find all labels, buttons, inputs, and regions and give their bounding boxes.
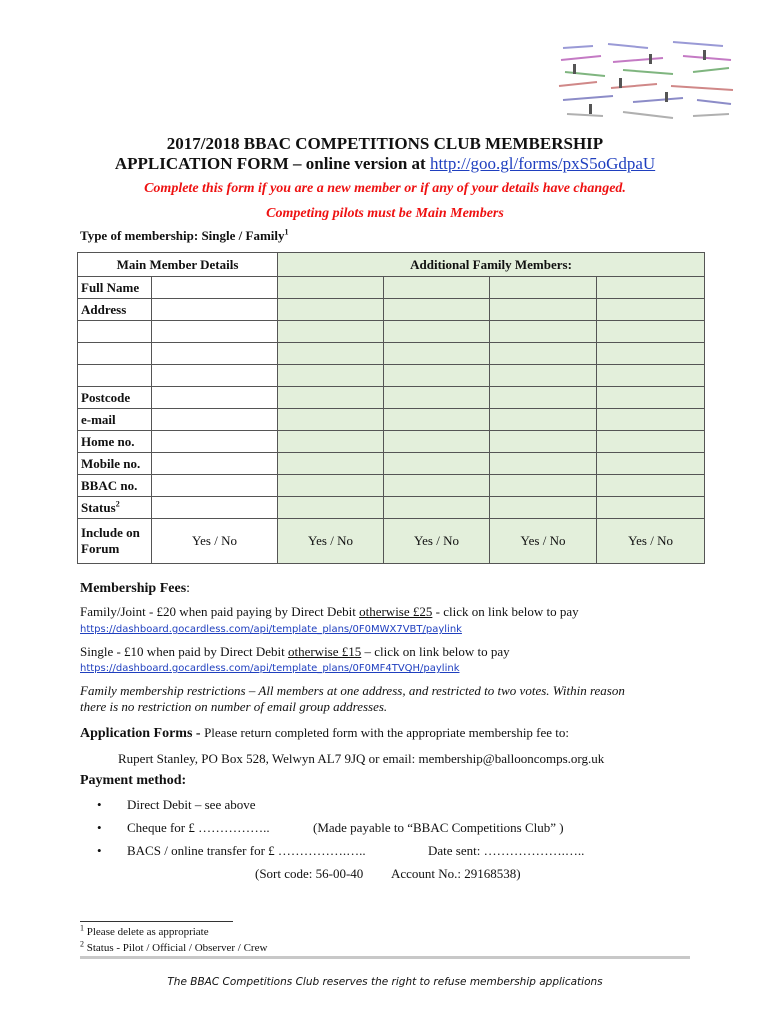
row-label: Address [78, 299, 152, 321]
footnote-2: $^2$ Status - Pilot / Official / Observer / Crew [80, 939, 268, 954]
main-input[interactable] [152, 409, 278, 431]
main-input[interactable] [152, 277, 278, 299]
main-input[interactable] [152, 365, 278, 387]
family-input[interactable] [490, 277, 597, 299]
footer-divider [80, 956, 690, 959]
family-input[interactable] [597, 321, 705, 343]
family-input[interactable] [597, 299, 705, 321]
family-input[interactable] [384, 343, 490, 365]
payment-bacs[interactable]: BACS / online transfer for £ …………….….. [127, 843, 366, 858]
family-input[interactable] [490, 497, 597, 519]
family-input[interactable] [384, 277, 490, 299]
bullet-icon: • [97, 820, 102, 835]
family-input[interactable] [278, 497, 384, 519]
family-input[interactable] [384, 409, 490, 431]
main-member-header: Main Member Details [78, 253, 278, 277]
row-label [78, 365, 152, 387]
main-input[interactable] [152, 387, 278, 409]
main-input[interactable] [152, 321, 278, 343]
family-input[interactable] [597, 453, 705, 475]
family-input[interactable] [384, 431, 490, 453]
family-input[interactable] [384, 453, 490, 475]
family-input[interactable] [597, 475, 705, 497]
family-input[interactable] [384, 497, 490, 519]
bbac-logo [553, 34, 739, 126]
single-fee-text: Single - £10 when paid by Direct Debit otherwise £15 – click on link below to pay [80, 644, 510, 659]
forum-yes-no[interactable]: Yes / No [278, 519, 384, 564]
family-input[interactable] [597, 365, 705, 387]
main-input[interactable] [152, 453, 278, 475]
payment-dd: Direct Debit – see above [127, 797, 256, 812]
family-input[interactable] [490, 299, 597, 321]
family-input[interactable] [597, 431, 705, 453]
main-input[interactable] [152, 343, 278, 365]
main-input[interactable] [152, 497, 278, 519]
family-input[interactable] [278, 321, 384, 343]
family-input[interactable] [490, 365, 597, 387]
family-input[interactable] [490, 321, 597, 343]
family-input[interactable] [278, 365, 384, 387]
notice-line2: Competing pilots must be Main Members [266, 206, 504, 221]
family-paylink[interactable]: https://dashboard.gocardless.com/api/template_plans/0F0MWX7VBT/paylink [80, 624, 462, 635]
family-input[interactable] [278, 431, 384, 453]
family-input[interactable] [384, 321, 490, 343]
main-input[interactable] [152, 475, 278, 497]
footnote-1: $^1$ Please delete as appropriate [80, 923, 209, 938]
family-input[interactable] [597, 387, 705, 409]
return-address: Rupert Stanley, PO Box 528, Welwyn AL7 9JQ or email: membership@ballooncomps.org.uk [118, 751, 605, 766]
family-input[interactable] [384, 387, 490, 409]
row-label: BBAC no. [78, 475, 152, 497]
family-input[interactable] [278, 299, 384, 321]
row-label: Postcode [78, 387, 152, 409]
family-input[interactable] [490, 475, 597, 497]
family-input[interactable] [490, 453, 597, 475]
family-input[interactable] [490, 409, 597, 431]
row-label [78, 321, 152, 343]
forum-yes-no[interactable]: Yes / No [597, 519, 705, 564]
membership-details-table [77, 252, 705, 564]
forum-yes-no[interactable]: Yes / No [490, 519, 597, 564]
family-input[interactable] [490, 431, 597, 453]
sort-code: (Sort code: 56-00-40 [255, 866, 364, 881]
row-label: e-mail [78, 409, 152, 431]
family-input[interactable] [278, 343, 384, 365]
family-input[interactable] [384, 299, 490, 321]
bullet-icon: • [97, 797, 102, 812]
family-input[interactable] [278, 387, 384, 409]
family-input[interactable] [597, 409, 705, 431]
online-form-link[interactable]: http://goo.gl/forms/pxS5oGdpaU [429, 154, 656, 173]
family-input[interactable] [384, 365, 490, 387]
family-input[interactable] [278, 277, 384, 299]
row-label [78, 343, 152, 365]
family-fee-text: Family/Joint - £20 when paid paying by Direct Debit otherwise £25 - click on link below to pay [80, 604, 579, 619]
bacs-date-sent[interactable]: Date sent: ……………….….. [428, 843, 585, 858]
footer-disclaimer: The BBAC Competitions Club reserves the right to refuse membership applications [167, 976, 603, 988]
cheque-payable-note: (Made payable to “BBAC Competitions Club” ) [313, 820, 564, 835]
form-title-text: APPLICATION FORM – online version at [114, 154, 426, 173]
account-number: Account No.: 29168538) [391, 866, 521, 881]
application-forms: Application Forms - Please return completed form with the appropriate membership fee to: [80, 725, 570, 741]
family-input[interactable] [384, 475, 490, 497]
family-input[interactable] [597, 277, 705, 299]
family-input[interactable] [597, 497, 705, 519]
family-input[interactable] [490, 343, 597, 365]
family-input[interactable] [597, 343, 705, 365]
form-title-line1: 2017/2018 BBAC COMPETITIONS CLUB MEMBERSHIP [166, 134, 604, 153]
notice-line1: Complete this form if you are a new member or if any of your details have changed. [144, 181, 626, 196]
family-restriction-line2: there is no restriction on number of email group addresses. [80, 699, 388, 714]
form-title-line2 [0, 154, 770, 174]
main-input[interactable] [152, 431, 278, 453]
payment-cheque[interactable]: Cheque for £ …………….. [127, 820, 270, 835]
family-input[interactable] [490, 387, 597, 409]
row-label: Mobile no. [78, 453, 152, 475]
family-restriction-line1: Family membership restrictions – All members at one address, and restricted to two votes. Within reason [80, 683, 625, 698]
forum-yes-no[interactable]: Yes / No [152, 519, 278, 564]
row-label: Home no. [78, 431, 152, 453]
membership-type-label: Type of membership: Single / Family$^1$ [80, 227, 289, 243]
bullet-icon: • [97, 843, 102, 858]
fees-heading: Membership Fees: [80, 581, 191, 596]
row-label-status: Status$^2$ [78, 497, 152, 519]
family-input[interactable] [278, 453, 384, 475]
main-input[interactable] [152, 299, 278, 321]
single-paylink[interactable]: https://dashboard.gocardless.com/api/template_plans/0F0MF4TVQH/paylink [80, 663, 460, 674]
row-label: Full Name [78, 277, 152, 299]
footnote-divider [80, 921, 233, 922]
forum-label: Include on Forum [78, 519, 152, 564]
family-members-header: Additional Family Members: [278, 253, 705, 277]
family-input[interactable] [278, 475, 384, 497]
family-input[interactable] [278, 409, 384, 431]
payment-heading: Payment method: [80, 773, 187, 788]
forum-yes-no[interactable]: Yes / No [384, 519, 490, 564]
